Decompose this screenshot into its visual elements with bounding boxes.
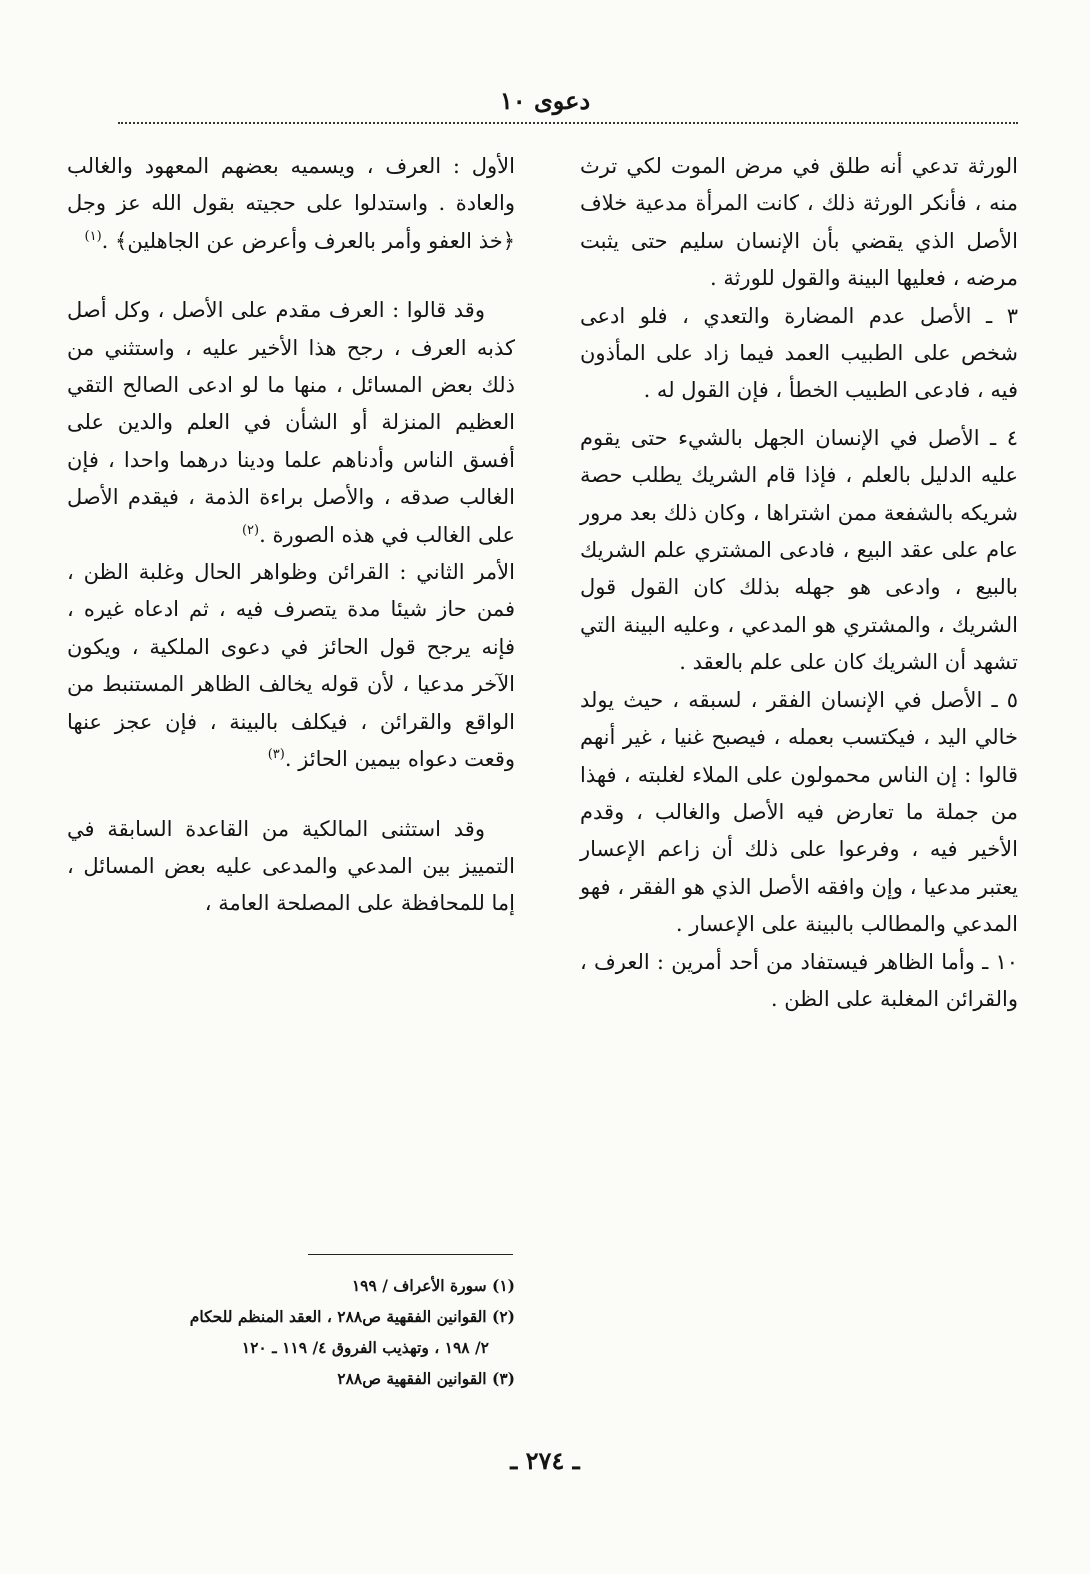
footnote-ref-2: (٢) — [241, 522, 260, 538]
paragraph-second-matter-text: الأمر الثاني : القرائن وظواهر الحال وغلبة الظن ، فمن حاز شيئا مدة يتصرف فيه ، ثم ادعاه غيره ، فإنه يرجح قول الحائز في دعوى الملكية ، ويكون الآخر مدعيا ، لأن قوله يخالف الظاهر المستنبط من الواقع والقرائن ، فيكلف بالبينة ، فإن عجز عنها وقعت دعواه بيمين الحائز . — [67, 560, 515, 772]
right-column — [580, 148, 1018, 1018]
footnote-2-continued: ٢/ ١٩٨ ، وتهذيب الفروق ٤/ ١١٩ ـ ١٢٠ — [241, 1338, 489, 1357]
footnote-separator — [308, 1254, 513, 1255]
footnotes — [60, 1270, 515, 1394]
paragraph-custom-text: الأول : العرف ، ويسميه بعضهم المعهود والغالب والعادة . واستدلوا على حجيته بقول الله عز وجل ﴿خذ العفو وأمر بالعرف وأعرض عن الجاهلين﴾ . — [67, 154, 515, 253]
paragraph-rule-3: ٣ ـ الأصل عدم المضارة والتعدي ، فلو ادعى شخص على الطبيب العمد فيما زاد على المأذون فيه ، فادعى الطبيب الخطأ ، فإن القول له . — [580, 303, 1018, 403]
left-column — [67, 148, 515, 923]
paragraph-rule-4: ٤ ـ الأصل في الإنسان الجهل بالشيء حتى يقوم عليه الدليل بالعلم ، فإذا قام الشريك يطلب حصة شريكه بالشفعة ممن اشتراها ، وكان ذلك بعد مرور عام على عقد البيع ، فادعى المشتري علم الشريك بالبيع ، وادعى هو جهله بذلك كان القول قول الشريك ، والمشتري هو المدعي ، وعليه البينة التي تشهد أن الشريك كان على علم بالعقد . — [580, 425, 1018, 675]
footnote-ref-1: (١) — [84, 228, 102, 244]
footnote-ref-3: (٣) — [267, 747, 285, 763]
paragraph-inheritance-claim: الورثة تدعي أنه طلق في مرض الموت لكي ترث منه ، فأنكر الورثة ذلك ، كانت المرأة مدعية خلاف الأصل الذي يقضي بأن الإنسان سليم حتى يثبت مرضه ، فعليها البينة والقول للورثة . — [580, 154, 1018, 291]
header-dotted-rule — [118, 122, 1018, 124]
page-number: ـ ٢٧٤ ـ — [510, 1446, 580, 1475]
footnote-3: (٣) القوانين الفقهية ص٢٨٨ — [337, 1369, 515, 1388]
footnote-2: (٢) القوانين الفقهية ص٢٨٨ ، العقد المنظم للحكام — [189, 1307, 515, 1326]
paragraph-rule-10: ١٠ ـ وأما الظاهر فيستفاد من أحد أمرين : العرف ، والقرائن المغلبة على الظن . — [580, 949, 1018, 1011]
running-header: دعوى ١٠ — [499, 86, 591, 115]
paragraph-rule-5: ٥ ـ الأصل في الإنسان الفقر ، لسبقه ، حيث يولد خالي اليد ، فيكتسب بعمله ، فيصبح غنيا ، غير أنهم قالوا : إن الناس محمولون على الملاء لغلبته ، فهذا من جملة ما تعارض فيه الأصل والغالب ، وقدم الأخير فيه ، وفرعوا على ذلك أن زاعم الإعسار يعتبر مدعيا ، وإن وافقه الأصل الذي هو الفقر ، فهو المدعي والمطالب بالبينة على الإعسار . — [580, 687, 1018, 937]
paragraph-custom — [67, 148, 515, 260]
paragraph-second-matter — [67, 554, 515, 778]
paragraph-maliki-exception: وقد استثنى المالكية من القاعدة السابقة في التمييز بين المدعي والمدعى عليه بعض المسائل ، إما للمحافظة على المصلحة العامة ، — [67, 816, 515, 916]
paragraph-custom-precedence-text: وقد قالوا : العرف مقدم على الأصل ، وكل أصل كذبه العرف ، رجح هذا الأخير عليه ، واستثني من ذلك بعض المسائل ، منها ما لو ادعى الصالح التقي العظيم المنزلة أو الشأن في العلم والدين على أفسق الناس وأدناهم علما ودينا درهما واحدا ، فإن الغالب صدقه ، والأصل براءة الذمة ، فيقدم الأصل على الغالب في هذه الصورة . — [67, 298, 515, 547]
paragraph-custom-precedence — [67, 292, 515, 554]
footnote-1: (١) سورة الأعراف / ١٩٩ — [351, 1276, 515, 1295]
